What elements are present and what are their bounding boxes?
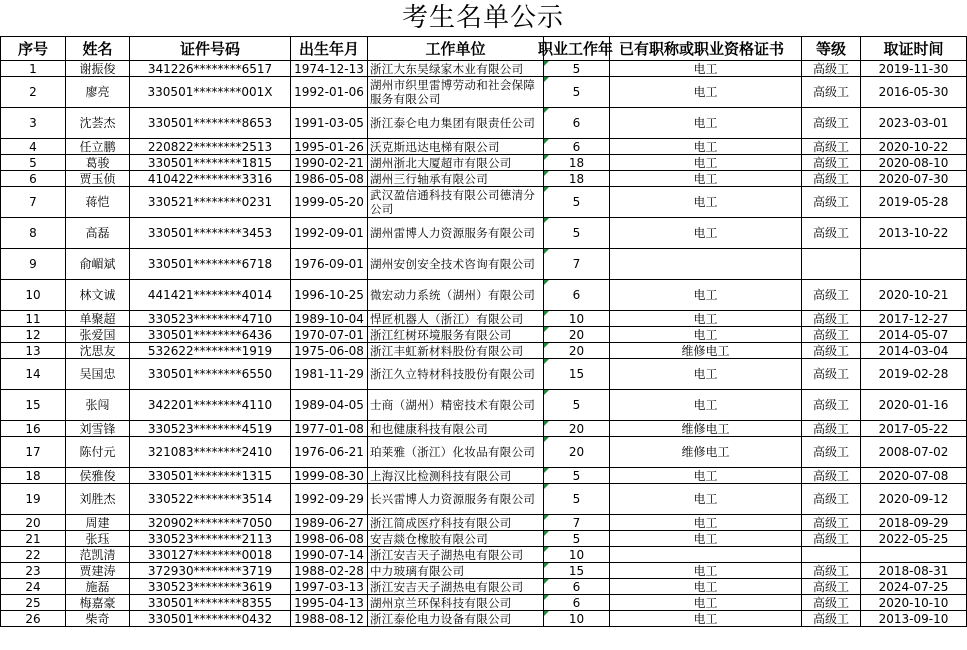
work-unit-cell: 浙江简成医疗科技有限公司 [368, 515, 544, 531]
certificate-date-cell: 2019-11-30 [861, 61, 967, 77]
name-cell: 陈付元 [66, 437, 130, 468]
name-cell: 俞嵋斌 [66, 249, 130, 280]
certificate-date-cell: 2017-05-22 [861, 421, 967, 437]
id-number-cell: 330501********8355 [130, 595, 291, 611]
work-unit-cell: 湖州市织里雷博劳动和社会保障服务有限公司 [368, 77, 544, 108]
certificate-date-cell: 2014-03-04 [861, 343, 967, 359]
birth-date-cell: 1977-01-08 [291, 421, 368, 437]
name-cell: 谢振俊 [66, 61, 130, 77]
table-row [1, 327, 967, 343]
birth-date-cell: 1989-06-27 [291, 515, 368, 531]
name-cell: 梅嘉豪 [66, 595, 130, 611]
birth-date-cell: 1989-04-05 [291, 390, 368, 421]
birth-date-cell: 1988-02-28 [291, 563, 368, 579]
certificate-date-cell: 2017-12-27 [861, 311, 967, 327]
name-cell: 张珏 [66, 531, 130, 547]
work-years-cell: 6 [544, 595, 610, 611]
id-number-cell: 342201********4110 [130, 390, 291, 421]
row-number: 8 [1, 218, 66, 249]
row-number: 25 [1, 595, 66, 611]
certificate-cell: 电工 [610, 155, 802, 171]
certificate-cell [610, 547, 802, 563]
name-cell: 柴奇 [66, 611, 130, 627]
level-cell: 高级工 [802, 155, 861, 171]
row-number: 7 [1, 187, 66, 218]
table-row [1, 218, 967, 249]
certificate-cell: 电工 [610, 484, 802, 515]
level-cell: 高级工 [802, 311, 861, 327]
header-cell: 出生年月 [291, 37, 368, 61]
row-number: 21 [1, 531, 66, 547]
level-cell: 高级工 [802, 187, 861, 218]
certificate-date-cell: 2023-03-01 [861, 108, 967, 139]
certificate-cell: 电工 [610, 579, 802, 595]
certificate-date-cell: 2019-02-28 [861, 359, 967, 390]
certificate-cell: 电工 [610, 563, 802, 579]
id-number-cell: 330501********001X [130, 77, 291, 108]
table-row [1, 595, 967, 611]
certificate-cell: 电工 [610, 108, 802, 139]
level-cell: 高级工 [802, 390, 861, 421]
level-cell: 高级工 [802, 327, 861, 343]
work-years-cell: 6 [544, 280, 610, 311]
certificate-cell: 电工 [610, 171, 802, 187]
level-cell: 高级工 [802, 77, 861, 108]
table-row [1, 249, 967, 280]
birth-date-cell: 1981-11-29 [291, 359, 368, 390]
certificate-date-cell: 2018-08-31 [861, 563, 967, 579]
id-number-cell: 330501********6550 [130, 359, 291, 390]
level-cell: 高级工 [802, 563, 861, 579]
row-number: 16 [1, 421, 66, 437]
work-unit-cell: 珀莱雅（浙江）化妆品有限公司 [368, 437, 544, 468]
row-number: 23 [1, 563, 66, 579]
name-cell: 林文诚 [66, 280, 130, 311]
name-cell: 范凯清 [66, 547, 130, 563]
name-cell: 刘胜杰 [66, 484, 130, 515]
birth-date-cell: 1975-06-08 [291, 343, 368, 359]
row-number: 10 [1, 280, 66, 311]
name-cell: 蒋恺 [66, 187, 130, 218]
work-years-cell: 20 [544, 343, 610, 359]
birth-date-cell: 1996-10-25 [291, 280, 368, 311]
name-cell: 葛骏 [66, 155, 130, 171]
name-cell: 高磊 [66, 218, 130, 249]
birth-date-cell: 1992-09-01 [291, 218, 368, 249]
name-cell: 任立鹏 [66, 139, 130, 155]
certificate-date-cell: 2020-10-21 [861, 280, 967, 311]
certificate-cell: 电工 [610, 611, 802, 627]
work-years-cell: 5 [544, 531, 610, 547]
certificate-cell [610, 249, 802, 280]
row-number: 19 [1, 484, 66, 515]
certificate-date-cell: 2014-05-07 [861, 327, 967, 343]
birth-date-cell: 1990-02-21 [291, 155, 368, 171]
row-number: 4 [1, 139, 66, 155]
id-number-cell: 341226********6517 [130, 61, 291, 77]
work-unit-cell: 安吉燚仓橡胶有限公司 [368, 531, 544, 547]
certificate-cell: 电工 [610, 311, 802, 327]
id-number-cell: 330523********4519 [130, 421, 291, 437]
table-row [1, 155, 967, 171]
name-cell: 施磊 [66, 579, 130, 595]
work-unit-cell: 沃克斯迅达电梯有限公司 [368, 139, 544, 155]
level-cell: 高级工 [802, 108, 861, 139]
name-cell: 贾建涛 [66, 563, 130, 579]
table-row [1, 280, 967, 311]
row-number: 17 [1, 437, 66, 468]
work-years-cell: 15 [544, 359, 610, 390]
certificate-date-cell: 2020-07-08 [861, 468, 967, 484]
certificate-date-cell: 2016-05-30 [861, 77, 967, 108]
birth-date-cell: 1992-09-29 [291, 484, 368, 515]
table-row [1, 187, 967, 218]
header-cell: 已有职称或职业资格证书 [610, 37, 802, 61]
level-cell [802, 547, 861, 563]
certificate-cell: 维修电工 [610, 421, 802, 437]
id-number-cell: 330501********1315 [130, 468, 291, 484]
row-number: 2 [1, 77, 66, 108]
birth-date-cell: 1990-07-14 [291, 547, 368, 563]
name-cell: 廖亮 [66, 77, 130, 108]
birth-date-cell: 1999-05-20 [291, 187, 368, 218]
level-cell: 高级工 [802, 611, 861, 627]
birth-date-cell: 1976-06-21 [291, 437, 368, 468]
header-row [1, 37, 967, 61]
table-row [1, 311, 967, 327]
level-cell: 高级工 [802, 61, 861, 77]
work-years-cell: 10 [544, 311, 610, 327]
row-number: 12 [1, 327, 66, 343]
name-cell: 张闯 [66, 390, 130, 421]
work-unit-cell: 湖州安创安全技术咨询有限公司 [368, 249, 544, 280]
work-years-cell: 5 [544, 218, 610, 249]
header-cell: 职业工作年 [544, 37, 610, 61]
birth-date-cell: 1976-09-01 [291, 249, 368, 280]
certificate-date-cell: 2019-05-28 [861, 187, 967, 218]
name-cell: 周建 [66, 515, 130, 531]
name-cell: 单聚超 [66, 311, 130, 327]
table-row [1, 579, 967, 595]
row-number: 3 [1, 108, 66, 139]
table-row [1, 139, 967, 155]
work-unit-cell: 长兴雷博人力资源服务有限公司 [368, 484, 544, 515]
certificate-cell: 电工 [610, 327, 802, 343]
table-row [1, 61, 967, 77]
table-row [1, 359, 967, 390]
birth-date-cell: 1998-06-08 [291, 531, 368, 547]
row-number: 14 [1, 359, 66, 390]
name-cell: 沈荟杰 [66, 108, 130, 139]
name-cell: 贾玉侦 [66, 171, 130, 187]
name-cell: 侯雅俊 [66, 468, 130, 484]
id-number-cell: 330523********2113 [130, 531, 291, 547]
row-number: 9 [1, 249, 66, 280]
work-unit-cell: 浙江泰伦电力设备有限公司 [368, 611, 544, 627]
certificate-cell: 电工 [610, 468, 802, 484]
id-number-cell: 532622********1919 [130, 343, 291, 359]
level-cell: 高级工 [802, 484, 861, 515]
certificate-date-cell: 2013-09-10 [861, 611, 967, 627]
work-years-cell: 18 [544, 155, 610, 171]
certificate-date-cell: 2024-07-25 [861, 579, 967, 595]
work-years-cell: 7 [544, 249, 610, 280]
row-number: 24 [1, 579, 66, 595]
id-number-cell: 330522********3514 [130, 484, 291, 515]
table-row [1, 484, 967, 515]
work-unit-cell: 中力玻璃有限公司 [368, 563, 544, 579]
certificate-cell: 电工 [610, 359, 802, 390]
row-number: 13 [1, 343, 66, 359]
work-years-cell: 5 [544, 187, 610, 218]
work-unit-cell: 浙江安吉天子湖热电有限公司 [368, 547, 544, 563]
row-number: 15 [1, 390, 66, 421]
header-cell: 序号 [1, 37, 66, 61]
certificate-cell: 电工 [610, 77, 802, 108]
id-number-cell: 330523********4710 [130, 311, 291, 327]
work-years-cell: 5 [544, 484, 610, 515]
work-years-cell: 10 [544, 547, 610, 563]
work-unit-cell: 武汉盈信通科技有限公司德清分公司 [368, 187, 544, 218]
id-number-cell: 330501********3453 [130, 218, 291, 249]
level-cell: 高级工 [802, 171, 861, 187]
certificate-date-cell: 2020-07-30 [861, 171, 967, 187]
name-cell: 吴国忠 [66, 359, 130, 390]
row-number: 11 [1, 311, 66, 327]
certificate-date-cell: 2020-09-12 [861, 484, 967, 515]
work-unit-cell: 士商（湖州）精密技术有限公司 [368, 390, 544, 421]
work-unit-cell: 湖州雷博人力资源服务有限公司 [368, 218, 544, 249]
certificate-cell: 电工 [610, 61, 802, 77]
work-years-cell: 5 [544, 61, 610, 77]
id-number-cell: 372930********3719 [130, 563, 291, 579]
row-number: 20 [1, 515, 66, 531]
birth-date-cell: 1988-08-12 [291, 611, 368, 627]
birth-date-cell: 1989-10-04 [291, 311, 368, 327]
level-cell: 高级工 [802, 437, 861, 468]
level-cell: 高级工 [802, 515, 861, 531]
id-number-cell: 441421********4014 [130, 280, 291, 311]
table-row [1, 563, 967, 579]
id-number-cell: 330501********6718 [130, 249, 291, 280]
certificate-date-cell [861, 547, 967, 563]
work-unit-cell: 微宏动力系统（湖州）有限公司 [368, 280, 544, 311]
table-row [1, 515, 967, 531]
header-cell: 姓名 [66, 37, 130, 61]
work-years-cell: 15 [544, 563, 610, 579]
certificate-date-cell: 2022-05-25 [861, 531, 967, 547]
level-cell: 高级工 [802, 579, 861, 595]
name-cell: 张爱国 [66, 327, 130, 343]
work-years-cell: 20 [544, 421, 610, 437]
level-cell: 高级工 [802, 359, 861, 390]
birth-date-cell: 1991-03-05 [291, 108, 368, 139]
certificate-cell: 维修电工 [610, 343, 802, 359]
work-unit-cell: 浙江大东吴绿家木业有限公司 [368, 61, 544, 77]
row-number: 5 [1, 155, 66, 171]
certificate-cell: 电工 [610, 390, 802, 421]
certificate-date-cell [861, 249, 967, 280]
table-row [1, 437, 967, 468]
certificate-date-cell: 2020-10-10 [861, 595, 967, 611]
certificate-date-cell: 2013-10-22 [861, 218, 967, 249]
birth-date-cell: 1986-05-08 [291, 171, 368, 187]
row-number: 22 [1, 547, 66, 563]
page-title: 考生名单公示 [401, 3, 564, 33]
id-number-cell: 330521********0231 [130, 187, 291, 218]
work-unit-cell: 浙江丰虹新材料股份有限公司 [368, 343, 544, 359]
level-cell: 高级工 [802, 595, 861, 611]
work-years-cell: 20 [544, 437, 610, 468]
work-unit-cell: 悍匠机器人（浙江）有限公司 [368, 311, 544, 327]
work-unit-cell: 湖州浙北大厦超市有限公司 [368, 155, 544, 171]
birth-date-cell: 1992-01-06 [291, 77, 368, 108]
header-cell: 等级 [802, 37, 861, 61]
birth-date-cell: 1970-07-01 [291, 327, 368, 343]
table-row [1, 343, 967, 359]
work-years-cell: 10 [544, 611, 610, 627]
work-unit-cell: 湖州京兰环保科技有限公司 [368, 595, 544, 611]
birth-date-cell: 1995-01-26 [291, 139, 368, 155]
work-unit-cell: 浙江泰仑电力集团有限责任公司 [368, 108, 544, 139]
work-unit-cell: 上海汉比检测科技有限公司 [368, 468, 544, 484]
table-row [1, 108, 967, 139]
table-row [1, 611, 967, 627]
work-years-cell: 5 [544, 390, 610, 421]
table-row [1, 77, 967, 108]
header-cell: 证件号码 [130, 37, 291, 61]
header-cell: 工作单位 [368, 37, 544, 61]
work-years-cell: 7 [544, 515, 610, 531]
header-cell: 取证时间 [861, 37, 967, 61]
row-number: 6 [1, 171, 66, 187]
work-unit-cell: 浙江安吉天子湖热电有限公司 [368, 579, 544, 595]
table-row [1, 421, 967, 437]
row-number: 26 [1, 611, 66, 627]
level-cell: 高级工 [802, 280, 861, 311]
row-number: 1 [1, 61, 66, 77]
certificate-date-cell: 2020-08-10 [861, 155, 967, 171]
certificate-cell: 电工 [610, 515, 802, 531]
level-cell: 高级工 [802, 468, 861, 484]
id-number-cell: 320902********7050 [130, 515, 291, 531]
level-cell [802, 249, 861, 280]
id-number-cell: 330501********8653 [130, 108, 291, 139]
table-row [1, 531, 967, 547]
certificate-cell: 电工 [610, 139, 802, 155]
certificate-date-cell: 2018-09-29 [861, 515, 967, 531]
table-row [1, 547, 967, 563]
id-number-cell: 330501********1815 [130, 155, 291, 171]
id-number-cell: 330501********6436 [130, 327, 291, 343]
level-cell: 高级工 [802, 421, 861, 437]
id-number-cell: 330523********3619 [130, 579, 291, 595]
work-unit-cell: 和也健康科技有限公司 [368, 421, 544, 437]
certificate-date-cell: 2020-10-22 [861, 139, 967, 155]
work-years-cell: 6 [544, 579, 610, 595]
work-years-cell: 6 [544, 108, 610, 139]
level-cell: 高级工 [802, 139, 861, 155]
work-years-cell: 18 [544, 171, 610, 187]
id-number-cell: 330127********0018 [130, 547, 291, 563]
work-unit-cell: 浙江久立特材科技股份有限公司 [368, 359, 544, 390]
certificate-cell: 电工 [610, 531, 802, 547]
birth-date-cell: 1997-03-13 [291, 579, 368, 595]
certificate-cell: 电工 [610, 187, 802, 218]
work-unit-cell: 浙江红树环境服务有限公司 [368, 327, 544, 343]
certificate-cell: 维修电工 [610, 437, 802, 468]
level-cell: 高级工 [802, 343, 861, 359]
birth-date-cell: 1999-08-30 [291, 468, 368, 484]
certificate-cell: 电工 [610, 218, 802, 249]
table-row [1, 468, 967, 484]
candidate-table [0, 36, 967, 627]
work-years-cell: 20 [544, 327, 610, 343]
certificate-cell: 电工 [610, 595, 802, 611]
certificate-date-cell: 2020-01-16 [861, 390, 967, 421]
certificate-cell: 电工 [610, 280, 802, 311]
name-cell: 刘雪锋 [66, 421, 130, 437]
birth-date-cell: 1974-12-13 [291, 61, 368, 77]
birth-date-cell: 1995-04-13 [291, 595, 368, 611]
certificate-date-cell: 2008-07-02 [861, 437, 967, 468]
table-row [1, 390, 967, 421]
level-cell: 高级工 [802, 218, 861, 249]
level-cell: 高级工 [802, 531, 861, 547]
id-number-cell: 410422********3316 [130, 171, 291, 187]
id-number-cell: 330501********0432 [130, 611, 291, 627]
table-row [1, 171, 967, 187]
name-cell: 沈思友 [66, 343, 130, 359]
work-years-cell: 5 [544, 468, 610, 484]
row-number: 18 [1, 468, 66, 484]
id-number-cell: 220822********2513 [130, 139, 291, 155]
work-unit-cell: 湖州三行轴承有限公司 [368, 171, 544, 187]
work-years-cell: 6 [544, 139, 610, 155]
id-number-cell: 321083********2410 [130, 437, 291, 468]
work-years-cell: 5 [544, 77, 610, 108]
